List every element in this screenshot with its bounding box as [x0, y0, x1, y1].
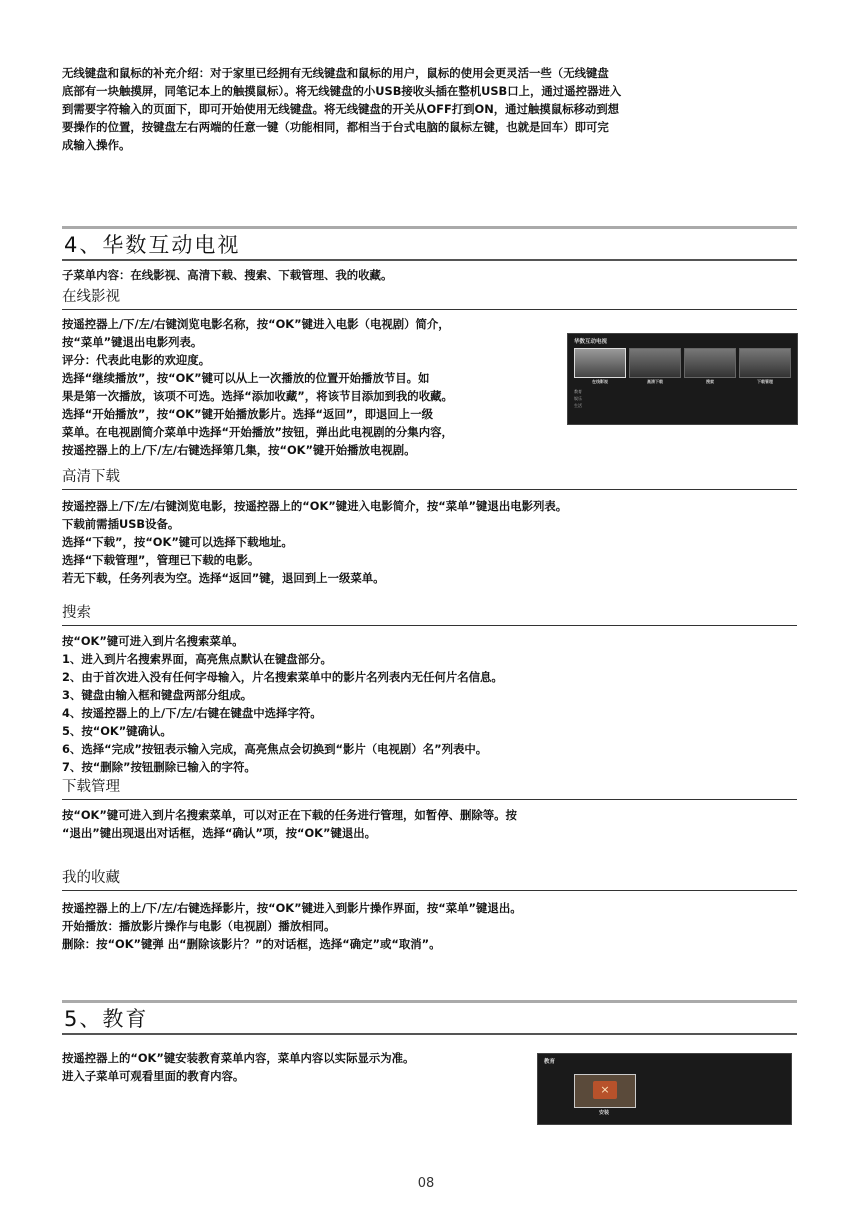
- online-video-title: 在线影视: [62, 289, 120, 305]
- text-line: 5、按“OK”键确认。: [62, 724, 172, 738]
- text-line: 果是第一次播放，该项不可选。选择“添加收藏”，将该节目添加到我的收藏。: [62, 389, 453, 403]
- tile-label: 在线影视: [592, 379, 608, 384]
- tile-download-manager: [739, 348, 791, 378]
- favorites-text: [62, 899, 797, 953]
- text-line: 按遥控器上的上/下/左/右键选择影片，按“OK”键进入到影片操作界面，按“菜单”键退出。: [62, 901, 522, 915]
- text-line: 按遥控器上/下/左/右键浏览电影，按遥控器上的“OK”键进入电影简介，按“菜单”键退出电影列表。: [62, 499, 568, 513]
- intro-line: 要操作的位置，按键盘左右两端的任意一键（功能相同，都相当于台式电脑的鼠标左键，也就是回车）即可完: [62, 120, 609, 134]
- divider: [62, 890, 797, 891]
- text-line: 若无下载，任务列表为空。选择“返回”键，退回到上一级菜单。: [62, 571, 385, 585]
- text-line: 进入子菜单可观看里面的教育内容。: [62, 1069, 245, 1083]
- tile-label: 高清下载: [647, 379, 663, 384]
- tile-labels: [568, 378, 797, 386]
- side-item: 教育: [574, 389, 582, 394]
- download-manager-title: 下载管理: [62, 779, 120, 795]
- text-line: 选择“继续播放”，按“OK”键可以从上一次播放的位置开始播放节目。如: [62, 371, 430, 385]
- tools-icon: ×: [600, 1083, 610, 1096]
- text-line: 按遥控器上的上/下/左/右键选择第几集，按“OK”键开始播放电视剧。: [62, 443, 416, 457]
- search-title: 搜索: [62, 605, 91, 621]
- divider: [62, 625, 797, 626]
- favorites-heading: [62, 868, 797, 891]
- text-line: 按“菜单”键退出电影列表。: [62, 335, 203, 349]
- hd-download-text: [62, 497, 797, 587]
- section-5-title: 5、教育: [64, 1007, 149, 1031]
- search-text: [62, 632, 797, 776]
- intro-line: 成输入操作。: [62, 138, 131, 152]
- divider: [62, 799, 797, 800]
- tv-menu-screenshot: [567, 333, 798, 425]
- tile-label: 搜索: [706, 379, 714, 384]
- tile-online-video: [574, 348, 626, 378]
- install-tile: [574, 1074, 636, 1108]
- text-line: 菜单。在电视剧简介菜单中选择“开始播放”按钮，弹出此电视剧的分集内容，: [62, 425, 453, 439]
- text-line: 下载前需插USB设备。: [62, 517, 180, 531]
- text-line: 6、选择“完成”按钮表示输入完成，高亮焦点会切换到“影片（电视剧）名”列表中。: [62, 742, 488, 756]
- text-line: 选择“下载管理”，管理已下载的电影。: [62, 553, 260, 567]
- intro-line: 无线键盘和鼠标的补充介绍：对于家里已经拥有无线键盘和鼠标的用户，鼠标的使用会更灵活一些（无线键盘: [62, 66, 609, 80]
- page-number: 08: [417, 1176, 435, 1191]
- side-list: [568, 386, 797, 411]
- hd-download-heading: [62, 467, 797, 490]
- section-5-header: [62, 1000, 797, 1035]
- education-screenshot: [537, 1053, 792, 1125]
- divider: [62, 259, 797, 261]
- text-line: 选择“开始播放”，按“OK”键开始播放影片。选择“返回”，即退回上一级: [62, 407, 433, 421]
- text-line: 按遥控器上的“OK”键安装教育菜单内容，菜单内容以实际显示为准。: [62, 1051, 415, 1065]
- intro-paragraph: [62, 64, 797, 154]
- hd-download-title: 高清下载: [62, 469, 120, 485]
- text-line: 按“OK”键可进入到片名搜索菜单，可以对正在下载的任务进行管理，如暂停、删除等。按: [62, 808, 517, 822]
- side-item: 娱乐: [574, 396, 582, 401]
- text-line: 按“OK”键可进入到片名搜索菜单。: [62, 634, 244, 648]
- divider: [62, 1033, 797, 1035]
- install-label: 安装: [598, 1110, 609, 1116]
- section-4-title: 4、华数互动电视: [64, 233, 241, 257]
- intro-line: 到需要字符输入的页面下，即可开始使用无线键盘。将无线键盘的开关从OFF打到ON，通过触摸鼠标移动到想: [62, 102, 620, 116]
- education-text: [62, 1049, 502, 1085]
- text-line: 评分：代表此电影的欢迎度。: [62, 353, 211, 367]
- text-line: 删除：按“OK”键弹 出“删除该影片？”的对话框，选择“确定”或“取消”。: [62, 937, 441, 951]
- screenshot-header: 教育: [544, 1059, 556, 1065]
- download-manager-heading: [62, 777, 797, 800]
- tile-row: [568, 348, 797, 378]
- tile-search: [684, 348, 736, 378]
- text-line: 开始播放：播放影片操作与电影（电视剧）播放相同。: [62, 919, 336, 933]
- text-line: 3、键盘由输入框和键盘两部分组成。: [62, 688, 253, 702]
- screenshot-header: 华数互动电视: [574, 339, 608, 345]
- divider: [62, 309, 797, 310]
- text-line: 7、按“删除”按钮删除已输入的字符。: [62, 760, 256, 774]
- search-heading: [62, 603, 797, 626]
- text-line: 1、进入到片名搜索界面，高亮焦点默认在键盘部分。: [62, 652, 332, 666]
- text-line: 按遥控器上/下/左/右键浏览电影名称，按“OK”键进入电影（电视剧）简介，: [62, 317, 450, 331]
- submenu-text: 子菜单内容：在线影视、高清下载、搜索、下载管理、我的收藏。: [62, 268, 393, 282]
- text-line: 选择“下载”，按“OK”键可以选择下载地址。: [62, 535, 293, 549]
- online-video-text: [62, 315, 557, 459]
- text-line: “退出”键出现退出对话框，选择“确认”项，按“OK”键退出。: [62, 826, 377, 840]
- tile-label: 下载管理: [757, 379, 773, 384]
- download-manager-text: [62, 806, 797, 842]
- text-line: 2、由于首次进入没有任何字母输入，片名搜索菜单中的影片名列表内无任何片名信息。: [62, 670, 503, 684]
- divider: [62, 489, 797, 490]
- tile-hd-download: [629, 348, 681, 378]
- favorites-title: 我的收藏: [62, 870, 120, 886]
- side-item: 生活: [574, 403, 582, 408]
- section-4-header: [62, 226, 797, 261]
- online-video-heading: [62, 287, 797, 310]
- toolbox-icon: [593, 1081, 617, 1099]
- text-line: 4、按遥控器上的上/下/左/右键在键盘中选择字符。: [62, 706, 322, 720]
- intro-line: 底部有一块触摸屏，同笔记本上的触摸鼠标）。将无线键盘的小USB接收头插在整机USB口上，通过遥控器进入: [62, 84, 622, 98]
